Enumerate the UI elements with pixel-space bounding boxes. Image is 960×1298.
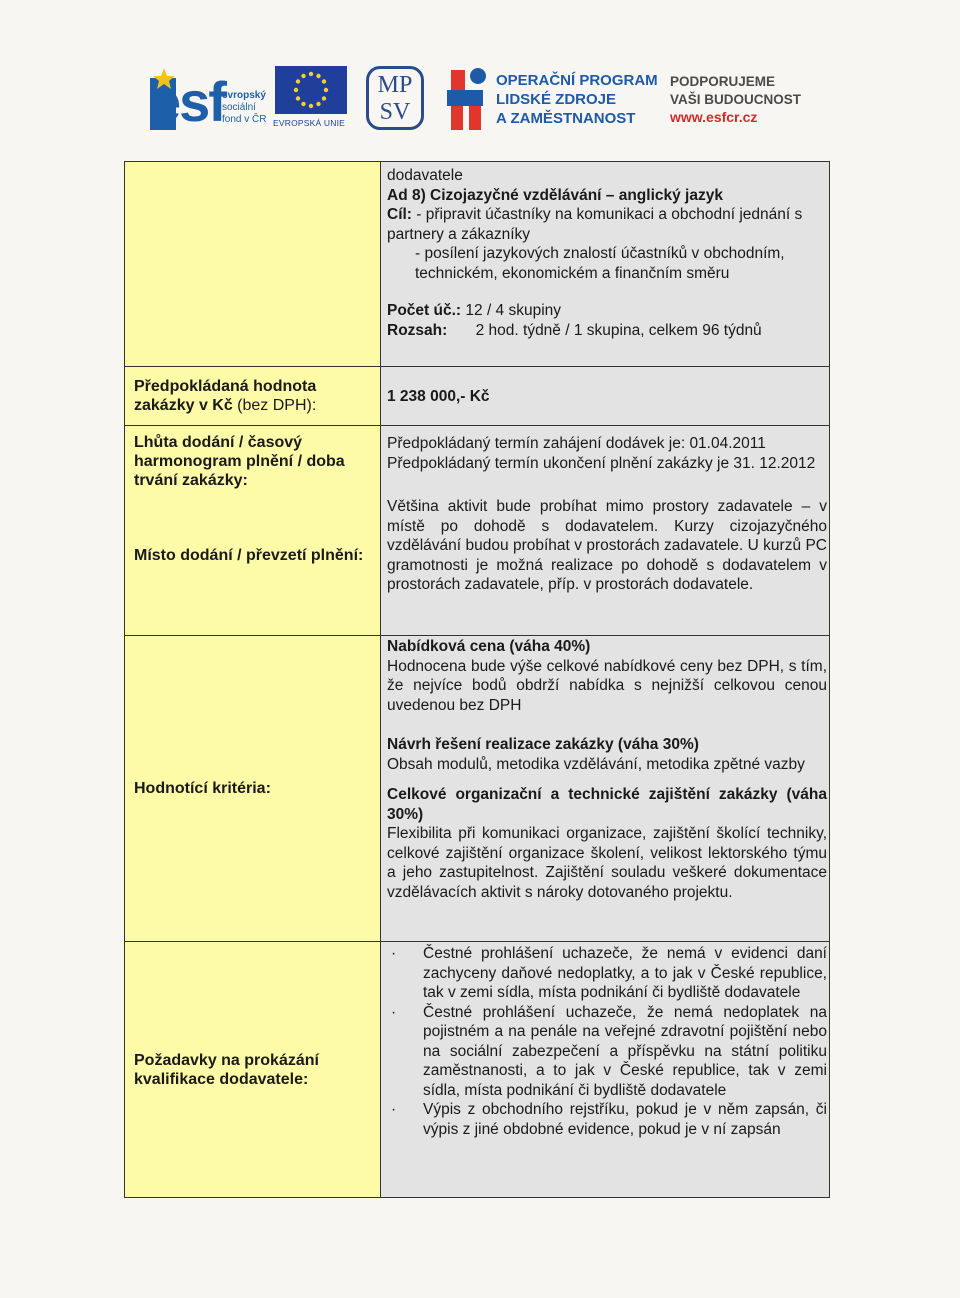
row-divider	[125, 635, 829, 636]
op-line3: A ZAMĚSTNANOST	[496, 110, 636, 127]
mpsv-line2: SV	[379, 99, 411, 125]
delivery-term: Předpokládaný termín zahájení dodávek je: 01.04.2011 Předpokládaný termín ukončení plnění zakázky je 31. 12.2012	[387, 435, 816, 472]
eu-caption: EVROPSKÁ UNIE	[273, 118, 346, 128]
support-url-link[interactable]: www.esfcr.cz	[670, 109, 758, 125]
list-item: · Čestné prohlášení uchazeče, že nemá v evidenci daní zachyceny daňové nedoplatky, a to jak v České republice, tak v zemi sídla, místa podnikání či bydliště dodavatele	[391, 945, 827, 1001]
row-divider	[125, 366, 829, 367]
contract-value: 1 238 000,- Kč	[387, 388, 490, 405]
delivery-place: Většina aktivit bude probíhat mimo prostory zadavatele – v místě po dohodě s dodavatelem. Kurzy cizojazyčného vzdělávání budou probíhat v prostorách zadavatele. U kurzů PC gramotnosti je možná realizace po dohodě s dodavatelem v prostorách zadavatele, příp. v prostorách dodavatele.	[387, 498, 827, 593]
criterion-organization-title: Celkové organizační a technické zajištění zakázky (váha 30%)	[387, 786, 827, 823]
support-line2: VAŠI BUDOUCNOST	[670, 92, 802, 107]
label-column	[125, 162, 381, 1197]
op-figure-icon	[445, 66, 491, 132]
course-range: Rozsah: 2 hod. týdně / 1 skupina, celkem 96 týdnů	[387, 321, 762, 339]
course-heading: Ad 8) Cizojazyčné vzdělávání – anglický jazyk	[387, 186, 723, 204]
label-qualification: Požadavky na prokázání kvalifikace dodavatele:	[134, 1052, 319, 1088]
op-line2: LIDSKÉ ZDROJE	[496, 91, 617, 108]
qualification-list	[387, 944, 827, 1139]
esf-text-line2: sociální	[222, 102, 256, 113]
criterion-solution-text: Obsah modulů, metodika vzdělávání, metodika zpětné vazby	[387, 755, 805, 773]
label-contract-value: Předpokládaná hodnota zakázky v Kč (bez DPH):	[134, 378, 317, 414]
page-header	[0, 0, 960, 150]
label-delivery-term: Lhůta dodání / časový harmonogram plnění / doba trvání zakázky:	[134, 434, 345, 489]
support-line1: PODPORUJEME	[670, 74, 776, 89]
bullet-icon: ·	[391, 1003, 397, 1021]
esf-text-line1: evropský	[222, 90, 266, 101]
qualification-requirements	[387, 944, 827, 1139]
criterion-organization-text: Flexibilita při komunikaci organizace, zajištění školící techniky, celkové zajištění organizace školení, velikost lektorského týmu a jeho zastupitelnost. Zajištění souladu veškeré dokumentace vzdělávacích aktivit s nároky dotovaného projektu.	[387, 825, 827, 901]
row-divider	[125, 425, 829, 426]
op-line1: OPERAČNÍ PROGRAM	[496, 72, 658, 89]
participant-count: Počet úč.: 12 / 4 skupiny	[387, 302, 562, 319]
bullet-icon: ·	[391, 945, 397, 962]
course-description	[387, 166, 827, 340]
mpsv-logo	[366, 66, 424, 130]
row-divider	[125, 941, 829, 942]
list-item: · Čestné prohlášení uchazeče, že nemá nedoplatek na pojistném a na penále na veřejné zdravotní pojištění nebo na sociální zabezpečení a příspěvku na státní politiku zaměstnanosti, a to jak v České republice, tak v zemi sídla, místa podnikání či bydliště dodavatele	[391, 1003, 827, 1099]
esf-logo	[150, 68, 268, 133]
criterion-price-text: Hodnocena bude výše celkové nabídkové ceny bez DPH, s tím, že nejvíce bodů obdrží nabídka s nejnižší celkovou cenou uvedenou bez DPH	[387, 657, 827, 714]
continuation-text: dodavatele	[387, 167, 463, 184]
esf-letters: esf	[150, 70, 225, 133]
mpsv-line1: MP	[377, 72, 413, 98]
course-goal-2: - posílení jazykových znalostí účastníků v obchodním, technickém, ekonomickém a finančním směru	[415, 245, 785, 282]
course-goal-1: Cíl: - připravit účastníky na komunikaci a obchodní jednání s partnery a zákazníky	[387, 206, 803, 243]
criterion-solution-title: Návrh řešení realizace zakázky (váha 30%)	[387, 736, 699, 753]
tender-table	[124, 161, 830, 1198]
eu-logo	[273, 66, 349, 130]
bullet-icon: ·	[391, 1101, 397, 1118]
label-delivery-place: Místo dodání / převzetí plnění:	[134, 547, 364, 564]
label-evaluation-criteria: Hodnotící kritéria:	[134, 780, 271, 797]
eu-flag-icon	[275, 66, 347, 114]
evaluation-criteria	[387, 637, 827, 902]
list-item: · Výpis z obchodního rejstříku, pokud je v něm zapsán, či výpis z jiné obdobné evidence, pokud je v ní zapsán	[391, 1101, 827, 1138]
esf-text-line3: fond v ČR	[222, 114, 267, 125]
criterion-price-title: Nabídková cena (váha 40%)	[387, 638, 591, 655]
